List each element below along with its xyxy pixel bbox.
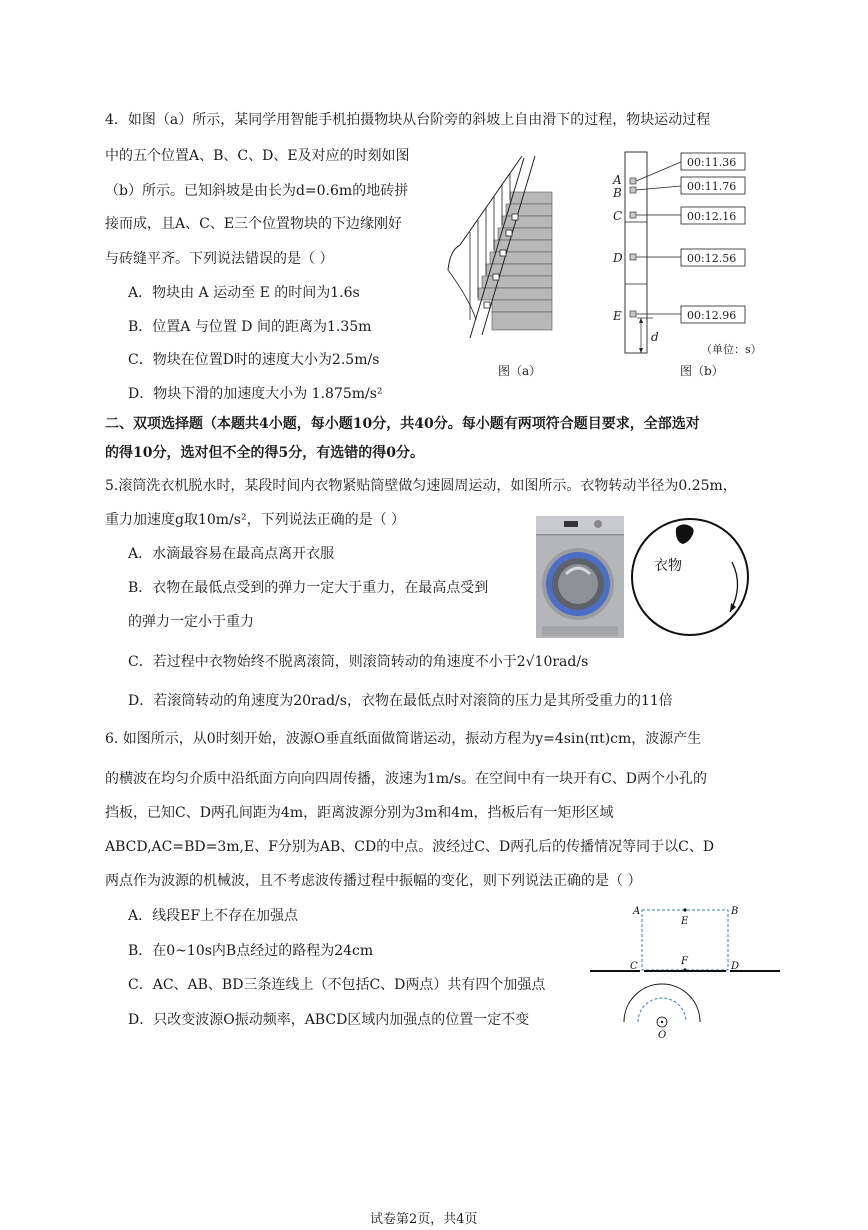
q4-option-a: A．物块由 A 运动至 E 的时间为1.6s	[128, 285, 360, 301]
q4-stem-line1: 4．如图（a）所示，某同学用智能手机拍摄物块从台阶旁的斜坡上自由滑下的过程，物块运动过程	[105, 112, 711, 128]
block-d	[630, 254, 636, 260]
label-b: B	[613, 186, 622, 200]
q5-option-b-line1: B．衣物在最低点受到的弹力一定大于重力，在最高点受到	[128, 580, 489, 596]
q6-stem-line2: 的横波在均匀介质中沿纸面方向向四周传播，波速为1m/s。在空间中有一块开有C、D两个小孔的	[105, 771, 708, 787]
q6-stem-line4: ABCD,AC=BD=3m,E、F分别为AB、CD的中点。波经过C、D两孔后的传播情况等同于以C、D	[105, 839, 715, 855]
q5-stem-line1: 5.滚筒洗衣机脱水时，某段时间内衣物紧贴筒壁做匀速圆周运动，如图所示。衣物转动半径为0.25m，	[105, 478, 737, 494]
q4-figure-b	[605, 148, 775, 360]
caption-fig-b: 图（b）	[680, 364, 724, 378]
q5-stem-line2: 重力加速度g取10m/s²，下列说法正确的是（ ）	[105, 512, 406, 528]
q6-stem-line3: 挡板，已知C、D两孔间距为4m，距离波源分别为3m和4m，挡板后有一矩形区域	[105, 805, 614, 821]
q5-option-d: D．若滚筒转动的角速度为20rad/s，衣物在最低点时对滚筒的压力是其所受重力的11倍	[128, 693, 673, 709]
q4-stem-line4: 接而成，且A、C、E三个位置物块的下边缘刚好	[105, 216, 403, 232]
block-e	[630, 311, 636, 317]
q6-option-a: A．线段EF上不存在加强点	[128, 908, 299, 924]
q6-option-b: B．在0~10s内B点经过的路程为24cm	[128, 943, 374, 959]
q4-figure-a	[440, 150, 570, 350]
q4-stem-line5: 与砖缝平齐。下列说法错误的是（ ）	[105, 251, 334, 267]
q5-option-a: A．水滴最容易在最高点离开衣服	[128, 546, 335, 562]
q5-option-c: C．若过程中衣物始终不脱离滚筒，则滚筒转动的角速度不小于2√10rad/s	[128, 654, 589, 670]
label-e: E	[613, 309, 622, 323]
q6-label-c: C	[630, 961, 638, 972]
q4-stem-line2: 中的五个位置A、B、C、D、E及对应的时刻如图	[105, 148, 410, 164]
q6-option-c: C．AC、AB、BD三条连线上（不包括C、D两点）共有四个加强点	[128, 977, 546, 993]
section2-header-line1: 二、双项选择题（本题共4小题，每小题10分，共40分。每小题有两项符合题目要求，全部选对	[105, 416, 700, 432]
q6-label-a: A	[633, 906, 641, 917]
time-e: 00:12.96	[687, 309, 737, 322]
q6-label-e: E	[681, 916, 689, 927]
time-b: 00:11.76	[687, 180, 737, 193]
q6-label-b: B	[731, 906, 739, 917]
q6-label-f: F	[681, 956, 688, 967]
label-d-length: d	[651, 330, 659, 344]
time-d: 00:12.56	[687, 252, 737, 265]
q6-wave-diagram	[588, 900, 784, 1040]
section2-header-line2: 的得10分，选对但不全的得5分，有选错的得0分。	[105, 445, 424, 461]
page-footer: 试卷第2页，共4页	[370, 1212, 478, 1227]
q6-label-d: D	[731, 961, 740, 972]
q5-option-b-line2: 的弹力一定小于重力	[128, 614, 254, 630]
washing-machine-photo	[536, 516, 624, 638]
q4-option-c: C．物块在位置D时的速度大小为2.5m/s	[128, 352, 380, 368]
q4-stem-line3: （b）所示。已知斜坡是由长为d=0.6m的地砖拼	[105, 183, 409, 199]
q6-label-o: O	[658, 1030, 667, 1040]
caption-fig-a: 图（a）	[498, 364, 542, 378]
time-c: 00:12.16	[687, 210, 737, 223]
q6-stem-line5: 两点作为波源的机械波，且不考虑波传播过程中振幅的变化，则下列说法正确的是（ ）	[105, 873, 642, 889]
time-a: 00:11.36	[687, 156, 737, 169]
clothes-label: 衣物	[654, 558, 682, 574]
q4-option-b: B．位置A 与位置 D 间的距离为1.35m	[128, 319, 372, 335]
block-c	[630, 212, 636, 218]
block-b	[630, 187, 636, 193]
drum-diagram	[630, 516, 752, 638]
label-d: D	[613, 251, 623, 265]
q6-stem-line1: 6. 如图所示，从0时刻开始，波源O垂直纸面做简谐运动，振动方程为y=4sin(πt)cm，波源产生	[105, 731, 702, 747]
label-c: C	[613, 209, 623, 223]
block-a	[630, 178, 636, 184]
label-a: A	[613, 173, 622, 187]
q4-option-d: D．物块下滑的加速度大小为 1.875m/s²	[128, 386, 383, 402]
unit-label: （单位：s）	[701, 343, 762, 356]
q6-option-d: D．只改变波源O振动频率，ABCD区域内加强点的位置一定不变	[128, 1012, 530, 1028]
